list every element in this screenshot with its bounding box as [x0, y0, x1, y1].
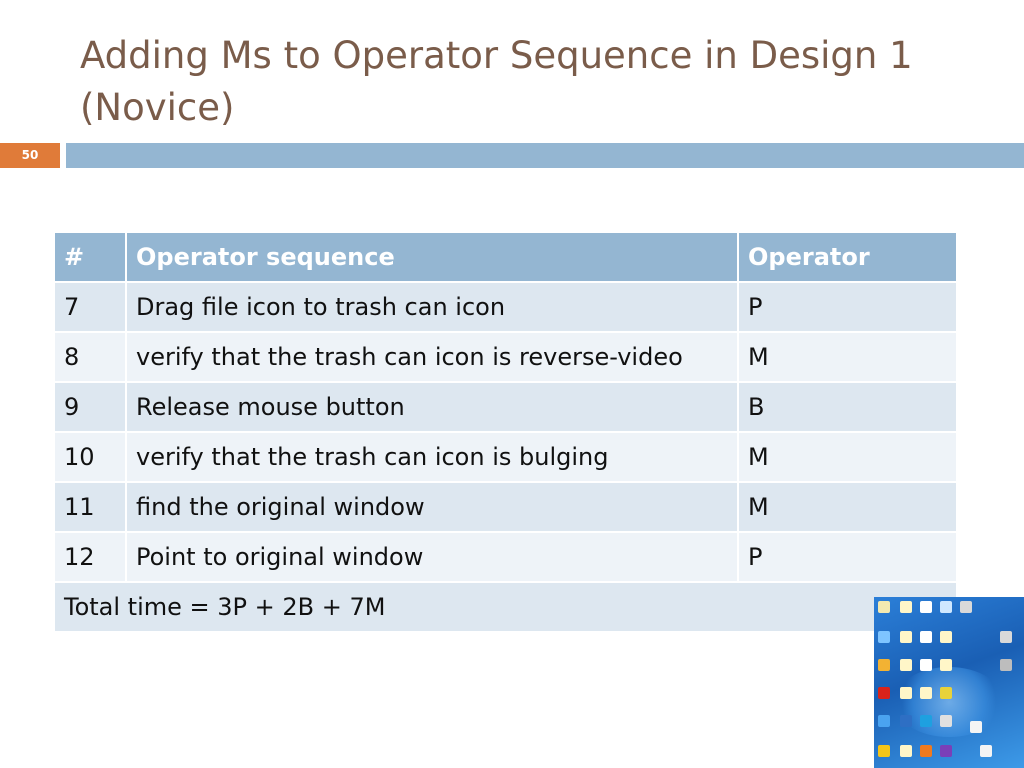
row-operator: P [738, 282, 957, 332]
table-row [54, 532, 957, 582]
desktop-icon [920, 631, 932, 643]
row-number: 10 [54, 432, 126, 482]
row-number: 9 [54, 382, 126, 432]
desktop-icon [878, 659, 890, 671]
desktop-icon [900, 659, 912, 671]
desktop-icon [900, 687, 912, 699]
desktop-icon [960, 601, 972, 613]
desktop-icon [900, 715, 912, 727]
desktop-icon [980, 745, 992, 757]
desktop-icon [900, 631, 912, 643]
slide-title: Adding Ms to Operator Sequence in Design 1 (Novice) [80, 34, 913, 129]
desktop-icon [878, 631, 890, 643]
desktop-icon [920, 745, 932, 757]
desktop-icon [878, 687, 890, 699]
page-number-badge: 50 [0, 143, 60, 168]
desktop-icon [920, 687, 932, 699]
table-total-row [54, 582, 957, 632]
total-time: Total time = 3P + 2B + 7M [54, 582, 957, 632]
row-number: 8 [54, 332, 126, 382]
row-operator: P [738, 532, 957, 582]
row-sequence: Point to original window [126, 532, 738, 582]
desktop-icon [920, 601, 932, 613]
table-header-row [54, 232, 957, 282]
row-sequence: find the original window [126, 482, 738, 532]
desktop-icon [970, 721, 982, 733]
desktop-icon [878, 745, 890, 757]
desktop-icon [878, 601, 890, 613]
desktop-icon [940, 745, 952, 757]
table-row [54, 382, 957, 432]
desktop-icon [940, 601, 952, 613]
title-rule-bar [66, 143, 1024, 168]
operator-table [53, 231, 958, 633]
row-operator: M [738, 332, 957, 382]
row-operator: B [738, 382, 957, 432]
desktop-icon [940, 687, 952, 699]
desktop-icon [940, 659, 952, 671]
desktop-icon [940, 715, 952, 727]
desktop-icon [900, 745, 912, 757]
table-row [54, 332, 957, 382]
header-number: # [54, 232, 126, 282]
desktop-screenshot-icon [874, 597, 1024, 768]
desktop-icon [900, 601, 912, 613]
row-sequence: Release mouse button [126, 382, 738, 432]
desktop-icon [940, 631, 952, 643]
table-row [54, 432, 957, 482]
row-sequence: verify that the trash can icon is bulging [126, 432, 738, 482]
desktop-icon [920, 715, 932, 727]
desktop-icon [1000, 659, 1012, 671]
row-sequence: Drag file icon to trash can icon [126, 282, 738, 332]
row-operator: M [738, 482, 957, 532]
table-row [54, 282, 957, 332]
desktop-icon [878, 715, 890, 727]
header-operator: Operator [738, 232, 957, 282]
row-number: 11 [54, 482, 126, 532]
row-sequence: verify that the trash can icon is reverse-video [126, 332, 738, 382]
desktop-icon [1000, 631, 1012, 643]
row-number: 7 [54, 282, 126, 332]
desktop-icon [920, 659, 932, 671]
header-operator-sequence: Operator sequence [126, 232, 738, 282]
row-operator: M [738, 432, 957, 482]
table-row [54, 482, 957, 532]
row-number: 12 [54, 532, 126, 582]
